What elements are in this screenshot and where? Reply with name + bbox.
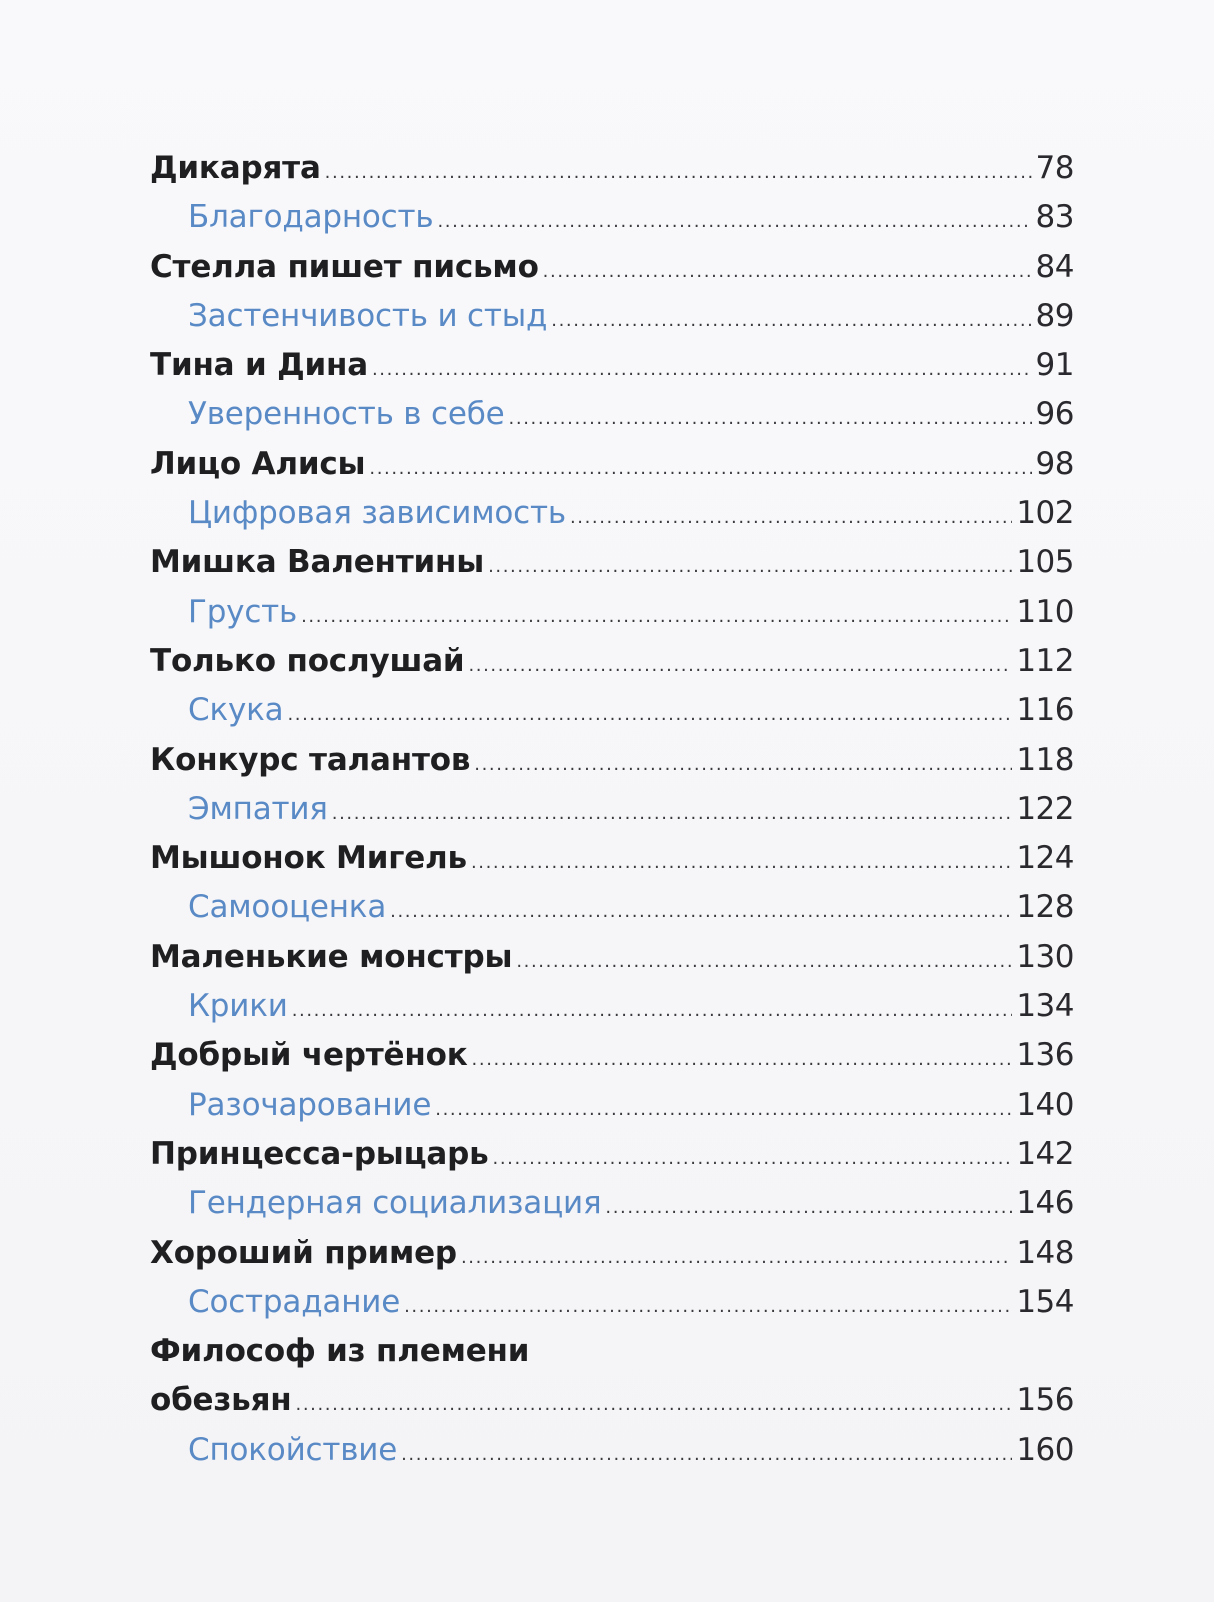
toc-entry-title: Тина и Дина [150, 347, 368, 384]
toc-entry-page: 122 [1016, 790, 1074, 827]
toc-entry-title: Маленькие монстры [150, 938, 513, 975]
toc-entry-title: Гендерная социализация [188, 1185, 602, 1222]
toc-entry-page: 102 [1016, 495, 1074, 532]
toc-entry-page: 84 [1035, 248, 1074, 285]
toc-entry-page: 112 [1016, 642, 1074, 679]
toc-entry-title: Принцесса-рыцарь [150, 1135, 489, 1172]
toc-entry-title: Лицо Алисы [150, 445, 366, 482]
dot-leader [471, 854, 1012, 872]
toc-entry-page: 105 [1016, 544, 1074, 581]
toc-entry [150, 1130, 1074, 1179]
toc-entry [150, 736, 1074, 785]
dot-leader [292, 1002, 1013, 1020]
toc-entry [150, 1179, 1074, 1228]
toc-entry [150, 1426, 1074, 1475]
toc-entry [150, 390, 1074, 439]
toc-entry [150, 1031, 1074, 1080]
toc-entry-page: 140 [1016, 1086, 1074, 1123]
toc-entry-title: обезьян [150, 1382, 292, 1419]
dot-leader [296, 1396, 1013, 1414]
toc-entry [150, 834, 1074, 883]
dot-leader [401, 1446, 1012, 1464]
dot-leader [461, 1249, 1012, 1267]
toc-entry-title: Скука [188, 692, 284, 729]
toc-entry-title: Мишка Валентины [150, 544, 485, 581]
toc-entry-title: Только послушай [150, 642, 465, 679]
toc-entry-page: 118 [1016, 741, 1074, 778]
toc-entry-page: 116 [1016, 692, 1074, 729]
dot-leader [404, 1298, 1012, 1316]
toc-entry [150, 883, 1074, 932]
toc-entry-title: Грусть [188, 593, 298, 630]
toc-entry-title: Сострадание [188, 1283, 401, 1320]
toc-entry-page: 146 [1016, 1185, 1074, 1222]
toc-entry [150, 341, 1074, 390]
toc-entry-title: Разочарование [188, 1086, 432, 1123]
toc-entry-page: 160 [1016, 1431, 1074, 1468]
toc-entry-title: Спокойствие [188, 1431, 398, 1468]
dot-leader [605, 1199, 1012, 1217]
toc-entry-page: 156 [1016, 1382, 1074, 1419]
toc-entry [150, 1327, 1074, 1376]
toc-entry-page: 91 [1035, 347, 1074, 384]
toc-entry-page: 124 [1016, 840, 1074, 877]
toc-entry-title: Дикарята [150, 150, 321, 186]
toc-entry-page: 154 [1016, 1283, 1074, 1320]
toc-entry [150, 1278, 1074, 1327]
toc-entry [150, 1376, 1074, 1425]
toc-entry-title: Мышонок Мигель [150, 840, 467, 877]
toc-entry [150, 489, 1074, 538]
toc-entry-title: Благодарность [188, 199, 434, 236]
toc-entry [150, 1081, 1074, 1130]
toc-entry-title: Стелла пишет письмо [150, 248, 539, 285]
toc-entry [150, 144, 1074, 193]
toc-entry-page: 110 [1016, 593, 1074, 630]
dot-leader [437, 213, 1031, 231]
toc-entry-title: Цифровая зависимость [188, 495, 566, 532]
toc-entry-title: Эмпатия [188, 790, 328, 827]
dot-leader [509, 410, 1032, 428]
dot-leader [390, 903, 1012, 921]
toc-entry [150, 243, 1074, 292]
toc-entry-page: 128 [1016, 889, 1074, 926]
toc-entry [150, 440, 1074, 489]
toc-entry-title: Хороший пример [150, 1234, 457, 1271]
dot-leader [435, 1101, 1012, 1119]
toc-entry [150, 193, 1074, 242]
toc-entry [150, 982, 1074, 1031]
dot-leader [516, 953, 1012, 971]
toc-entry-page: 142 [1016, 1135, 1074, 1172]
toc-entry-page: 148 [1016, 1234, 1074, 1271]
dot-leader [301, 608, 1012, 626]
dot-leader [488, 558, 1012, 576]
toc-entry-page: 136 [1016, 1037, 1074, 1074]
toc-entry-title: Добрый чертёнок [150, 1037, 468, 1074]
toc-entry-page: 89 [1035, 297, 1074, 334]
toc-entry [150, 637, 1074, 686]
dot-leader [372, 361, 1032, 379]
toc-entry-title: Конкурс талантов [150, 741, 471, 778]
toc-entry-title: Застенчивость и стыд [188, 297, 548, 334]
toc-entry [150, 538, 1074, 587]
toc-entry-title: Крики [188, 988, 288, 1025]
dot-leader [287, 706, 1012, 724]
toc-entry-page: 83 [1035, 199, 1074, 236]
toc-entry [150, 785, 1074, 834]
dot-leader [369, 460, 1031, 478]
dot-leader [332, 805, 1013, 823]
dot-leader [570, 509, 1012, 527]
toc-entry-page: 96 [1035, 396, 1074, 433]
toc-entry-title: Самооценка [188, 889, 387, 926]
toc-entry-page: 134 [1016, 988, 1074, 1025]
toc-entry-title: Философ из племени [150, 1333, 530, 1370]
dot-leader [551, 312, 1031, 330]
dot-leader [468, 657, 1012, 675]
dot-leader [474, 756, 1012, 774]
dot-leader [493, 1150, 1013, 1168]
dot-leader [543, 263, 1032, 281]
toc-entry-page: 98 [1035, 445, 1074, 482]
toc-entry [150, 686, 1074, 735]
toc-entry [150, 1229, 1074, 1278]
toc-entry-page: 130 [1016, 938, 1074, 975]
toc-entry [150, 292, 1074, 341]
toc-entry-title: Уверенность в себе [188, 396, 505, 433]
toc-entry [150, 933, 1074, 982]
toc-entry-page: 78 [1035, 150, 1074, 186]
dot-leader [325, 164, 1032, 182]
dot-leader [472, 1051, 1013, 1069]
table-of-contents [150, 144, 1074, 1475]
toc-entry [150, 588, 1074, 637]
